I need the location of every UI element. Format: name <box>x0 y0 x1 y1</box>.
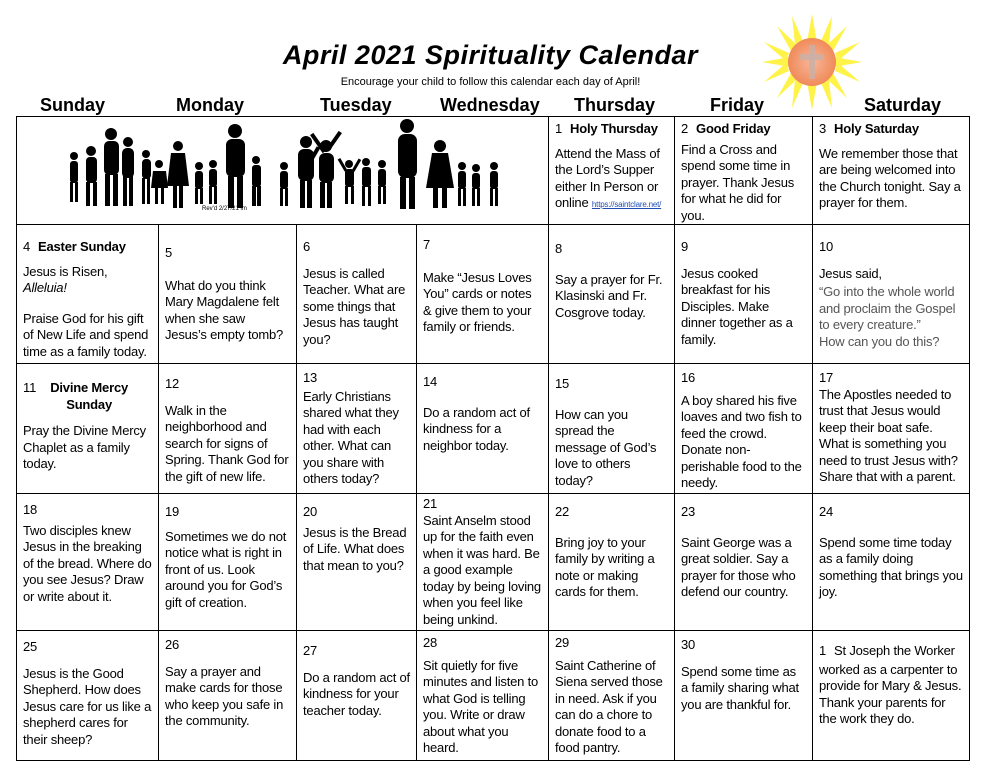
day-cell <box>17 631 159 761</box>
day-activity-text: Bring joy to your family by writing a note or making cards for them. <box>555 534 655 599</box>
day-number: 19 <box>165 504 180 519</box>
day-activity-text: Walk in the neighborhood and search for signs of Spring. Thank God for the gift of new life. <box>165 402 289 484</box>
day-number: 22 <box>555 504 570 519</box>
day-feast-name: Holy Saturday <box>834 121 919 136</box>
day-activity-text: A boy shared his five loaves and two fish to feed the crowd. Donate non-perishable food to the needy. <box>681 392 802 490</box>
day-cell <box>417 364 549 494</box>
day-activity-text: Jesus is the Bread of Life. What does that mean to you? <box>303 524 407 573</box>
day-number: 29 <box>555 635 570 650</box>
day-activity-text: Pray the Divine Mercy Chaplet as a family today. <box>23 423 146 471</box>
day-number: 8 <box>555 241 563 256</box>
day-number: 12 <box>165 376 180 391</box>
day-activity-text: What do you think Mary Magdalene felt when she saw Jesus’s empty tomb? <box>165 277 284 342</box>
day-activity-text: Sometimes we do not notice what is right in front of us. Look around you for God’s gift of creation. <box>165 528 287 610</box>
day-number: 14 <box>423 374 438 389</box>
day-number: 3 <box>819 121 827 136</box>
day-number: 23 <box>681 504 696 519</box>
day-cell <box>549 494 675 631</box>
day-cell <box>813 117 970 225</box>
day-number: 24 <box>819 504 834 519</box>
day-activity-text: Say a prayer and make cards for those who keep you safe in the community. <box>165 663 284 728</box>
day-activity-text: We remember those that are being welcomed into the Church tonight. Say a prayer for them. <box>819 145 961 210</box>
day-number: 21 <box>423 496 438 511</box>
day-feast-name: Easter Sunday <box>38 239 126 254</box>
saintclare-link[interactable]: https://saintclare.net/ <box>591 200 662 209</box>
day-activity-text: Praise God for his gift of New Life and spend time as a family today. <box>23 310 149 359</box>
alleluia-text: Alleluia! <box>23 280 67 295</box>
day-cell <box>549 631 675 761</box>
day-number: 6 <box>303 239 311 254</box>
day-number: 26 <box>165 637 180 652</box>
family-silhouettes-illustration <box>16 116 546 218</box>
day-number: 2 <box>681 121 689 136</box>
page-subtitle: Encourage your child to follow this calendar each day of April! <box>340 76 641 88</box>
page-title: April 2021 Spirituality Calendar <box>282 40 699 70</box>
day-activity-text: Find a Cross and spend some time in prayer. Thank Jesus for what he did for you. <box>681 141 795 223</box>
day-feast-name: Holy Thursday <box>570 121 658 136</box>
day-header-friday: Friday <box>710 95 765 115</box>
day-cell <box>159 494 297 631</box>
day-cell <box>813 225 970 364</box>
day-number: 7 <box>423 237 431 252</box>
day-cell <box>549 364 675 494</box>
day-number: 16 <box>681 370 696 385</box>
day-number: 15 <box>555 376 570 391</box>
day-number: 25 <box>23 639 38 654</box>
day-cell <box>417 225 549 364</box>
day-cell <box>17 494 159 631</box>
day-cell <box>159 364 297 494</box>
day-activity-text: Saint Anselm stood up for the faith even when it was hard. Be a good example today by being loving when you feel like being unkind. <box>423 512 541 627</box>
day-activity-text: Do a random act of kindness for your teacher today. <box>303 669 410 718</box>
day-activity-text: Attend the Mass of the Lord’s Supper either In Person or online <box>555 145 660 210</box>
day-activity-text: Spend some time as a family sharing what you are thankful for. <box>681 663 799 712</box>
day-activity-text: Two disciples knew Jesus in the breaking of the bread. Where do you see Jesus? Draw or write about it. <box>23 522 152 604</box>
day-activity-text: Spend some time today as a family doing something that brings you joy. <box>819 534 963 599</box>
day-number: 10 <box>819 239 834 254</box>
day-number: 30 <box>681 637 696 652</box>
day-number: 4 <box>23 239 31 254</box>
day-number: 5 <box>165 245 173 260</box>
day-number: 18 <box>23 502 38 517</box>
day-activity-text: Say a prayer for Fr. Klasinski and Fr. Cosgrove today. <box>555 271 663 320</box>
day-cell <box>813 631 970 761</box>
gospel-quote: “Go into the whole world and proclaim the Gospel to every creature.” <box>819 284 956 332</box>
day-cell <box>17 364 159 494</box>
day-activity-text: Sit quietly for five minutes and listen to what God is telling you. Write or draw about what you heard. <box>423 657 539 755</box>
day-header-wednesday: Wednesday <box>440 95 540 115</box>
day-activity-text: How can you do this? <box>819 333 940 349</box>
day-cell <box>813 494 970 631</box>
day-activity-text: Make “Jesus Loves You” cards or notes & give them to your family or friends. <box>423 269 532 334</box>
day-activity-text: Saint Catherine of Siena served those in need. Ask if you can do a chore to donate food to a food pantry. <box>555 657 663 755</box>
day-activity-text: Jesus is Risen, <box>23 263 108 279</box>
day-cell <box>297 494 417 631</box>
day-cell <box>159 631 297 761</box>
day-feast-name: Divine Mercy Sunday <box>50 380 129 412</box>
day-number: 9 <box>681 239 689 254</box>
day-header-tuesday: Tuesday <box>320 95 392 115</box>
day-number: 20 <box>303 504 318 519</box>
day-cell <box>159 225 297 364</box>
day-cell <box>675 117 813 225</box>
day-cell <box>675 364 813 494</box>
day-cell <box>297 364 417 494</box>
day-number: 17 <box>819 370 834 385</box>
day-cell <box>297 225 417 364</box>
day-activity-text: How can you spread the message of God’s love to others today? <box>555 406 657 488</box>
day-number: 1 <box>819 643 827 658</box>
day-cell <box>417 631 549 761</box>
day-header-saturday: Saturday <box>864 95 942 115</box>
day-header-monday: Monday <box>176 95 245 115</box>
day-activity-text: Jesus is called Teacher. What are some things that Jesus has taught you? <box>303 265 406 347</box>
day-activity-text: Saint George was a great soldier. Say a prayer for those who defend our country. <box>681 534 796 599</box>
day-cell <box>813 364 970 494</box>
day-header-thursday: Thursday <box>574 95 656 115</box>
day-cell <box>675 225 813 364</box>
day-cell <box>549 117 675 225</box>
day-activity-text: The Apostles needed to trust that Jesus would keep their boat safe. What is something you need to trust Jesus with? Share that with a parent. <box>819 386 958 484</box>
day-activity-text: Jesus cooked breakfast for his Disciples. Make dinner together as a family. <box>681 265 793 347</box>
day-feast-name: St Joseph the Worker <box>834 643 955 658</box>
day-activity-text: Early Christians shared what they had with each other. What can you share with others today? <box>303 388 399 486</box>
day-activity-text: Do a random act of kindness for a neighbor today. <box>423 404 530 453</box>
day-number: 1 <box>555 121 563 136</box>
revision-note: Rev'd 2/27/21 lm <box>202 206 247 212</box>
day-activity-text: worked as a carpenter to provide for Mary & Jesus. Thank your parents for the work they do. <box>819 661 962 726</box>
day-number: 13 <box>303 370 318 385</box>
day-cell <box>417 494 549 631</box>
day-feast-name: Good Friday <box>696 121 771 136</box>
day-number: 27 <box>303 643 318 658</box>
day-cell <box>17 225 159 364</box>
day-number: 11 <box>23 380 37 395</box>
day-header-sunday: Sunday <box>40 95 106 115</box>
day-activity-text: Jesus is the Good Shepherd. How does Jesus care for us like a shepherd cares for their sheep? <box>23 665 152 747</box>
day-cell <box>549 225 675 364</box>
day-cell <box>675 494 813 631</box>
day-cell <box>297 631 417 761</box>
day-number: 28 <box>423 635 438 650</box>
day-cell <box>675 631 813 761</box>
day-activity-text: Jesus said, <box>819 265 882 281</box>
